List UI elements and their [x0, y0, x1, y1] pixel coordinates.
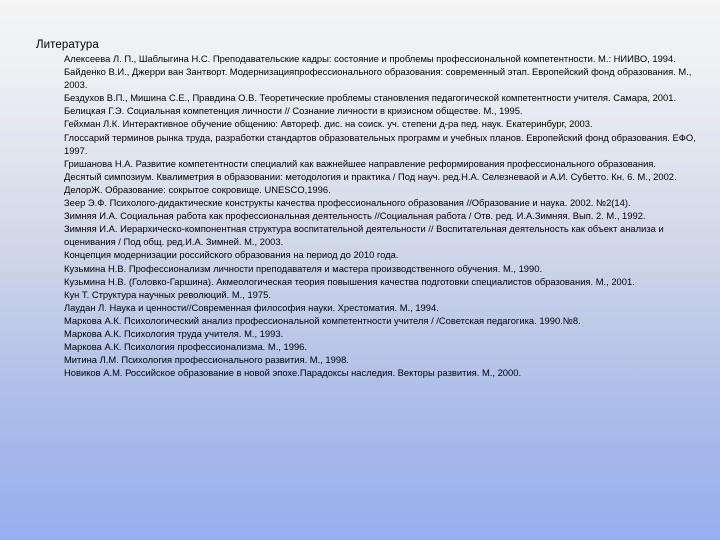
reference-item: Гришанова Н.А. Развитие компетентности специалий как важнейшее направление реформирования профессионального образования. Десятый симпозиум. Квалиметрия в образовании: методология и практика / Под науч. ред.Н.А. Селезневаой и А.И. Субетто. Кн. 6. М., 2002. — [64, 157, 677, 182]
reference-item: Зимняя И.А. Иерархическо-компонентная структура воспитательной деятельности // Воспитательная деятельность как объект анализа и оценивания / Под общ. ред.И.А. Зимней. М., 2003. — [64, 223, 664, 248]
reference-item: Гейхман Л.К. Интерактивное обучение общению: Автореф. дис. на соиск. уч. степени д-ра пед. наук. Екатеринбург, 2003. — [64, 118, 593, 130]
reference-item: Маркова А.К. Психология профессионализма. М., 1996. — [64, 341, 307, 353]
reference-item: Бездухов В.П., Мишина С.Е., Правдина О.В. Теоретические проблемы становления педагогической компетентности учителя. Самара, 2001. — [64, 92, 677, 104]
reference-item: ДелорЖ. Образование: сокрытое сокровище. UNESCO,1996. — [64, 183, 331, 195]
reference-item: Маркова А.К. Психологический анализ профессиональной компетентности учителя / /Советская педагогика. 1990.№8. — [64, 314, 581, 326]
reference-item: Глоссарий терминов рынка труда, разработки стандартов образовательных программ и учебных планов. Европейский фонд образования. ЕФО, 1997. — [64, 131, 696, 156]
reference-item: Новиков А.М. Российское образование в новой эпохе.Парадоксы наследия. Векторы развития. М., 2000. — [64, 367, 522, 379]
reference-item: Концепция модернизации российского образования на период до 2010 года. — [64, 249, 399, 261]
reference-item: Байденко В.И., Джерри ван Зантворт. Модернизацияпрофессионального образования: современный этап. Европейский фонд образования. М., 2003. — [64, 66, 692, 91]
reference-item: Митина Л.М. Психология профессионального развития. М., 1998. — [64, 354, 349, 366]
slide-title: Литература — [36, 39, 99, 51]
reference-item: Лаудан Л. Наука и ценности//Современная философия науки. Хрестоматия. М., 1994. — [64, 301, 439, 313]
reference-item: Алексеева Л. П., Шаблыгина Н.С. Преподавательские кадры: состояние и проблемы профессиональной компетентности. М.: НИИВО, 1994. — [64, 53, 676, 64]
reference-item: Зеер Э.Ф. Психолого-дидактические конструкты качества профессионального образования //Образование и наука. 2002. №2(14). — [64, 197, 631, 209]
reference-item: Маркова А.К. Психология труда учителя. М., 1993. — [64, 327, 284, 339]
reference-item: Кузьмина Н.В. Профессионализм личности преподавателя и мастера производственного обучения. М., 1990. — [64, 262, 543, 274]
reference-item: Кузьмина Н.В. (Головко-Гаршина). Акмеологическая теория повышения качества подготовки специалистов образования. М., 2001. — [64, 275, 635, 287]
reference-item: Белицкая Г.Э. Социальная компетенция личности // Сознание личности в кризисном обществе. М., 1995. — [64, 105, 523, 117]
reference-item: Зимняя И.А. Социальная работа как профессиональная деятельность //Социальная работа / Отв. ред. И.А.Зимняя. Вып. 2. М., 1992. — [64, 210, 646, 222]
reference-item: Кун Т. Структура научных революций. М., 1975. — [64, 288, 271, 300]
reference-list — [64, 52, 696, 379]
